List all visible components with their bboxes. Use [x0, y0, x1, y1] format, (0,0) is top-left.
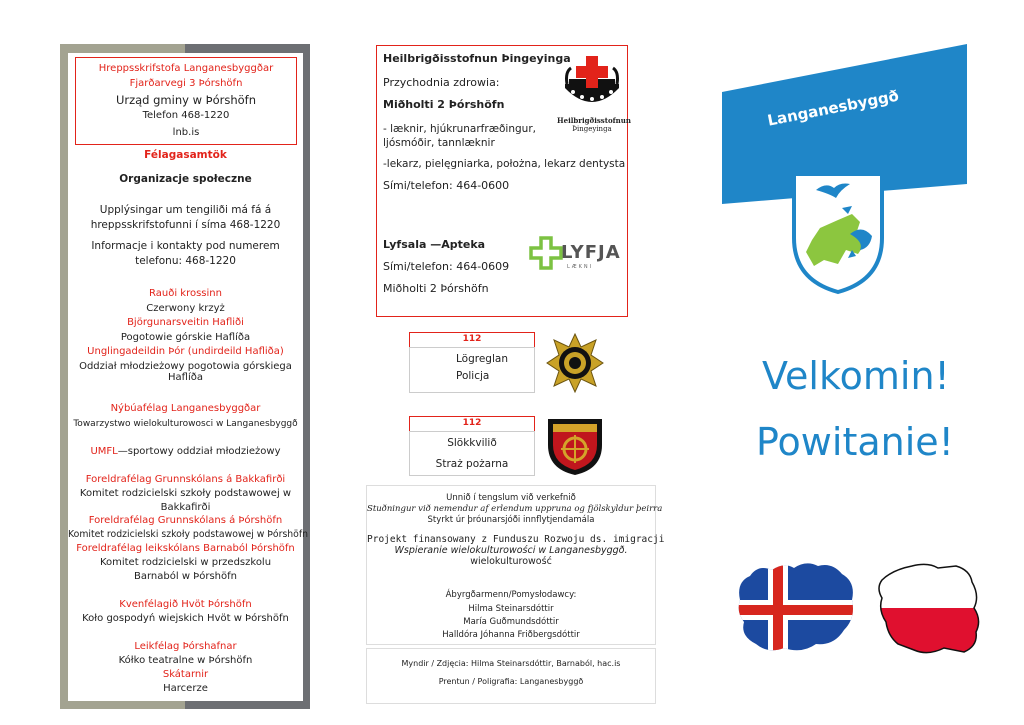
lyfja-logo — [529, 236, 625, 272]
health-title-pl: Przychodnia zdrowia: — [383, 76, 500, 89]
association-desc: Komitet rodzicielski szkoły podstawowej w — [79, 488, 292, 499]
health-staff-pl: -lekarz, pielęgniarka, położna, lekarz dentysta — [383, 158, 626, 170]
print-credit: Prentun / Poligrafia: Langanesbyggð — [438, 677, 584, 686]
association-desc: Czerwony krzyż — [146, 303, 225, 314]
coat-of-arms-icon — [790, 168, 886, 296]
responsible-person: María Guðmundsdóttir — [463, 617, 559, 627]
association-desc: Barnaból w Þórshöfn — [134, 571, 237, 582]
contact-text-pl: Informacje i kontakty pod numerem — [91, 240, 280, 252]
association-name: Björgunarsveitin Hafliði — [127, 317, 244, 328]
office-name: Hreppsskrifstofa Langanesbyggðar — [98, 63, 274, 74]
police-emergency-number: 112 — [462, 334, 482, 344]
lyfja-logo-sub: LÆKNI — [567, 264, 594, 270]
association-desc: Koło gospodyń wiejskich Hvöt w Þórshöfn — [82, 613, 289, 624]
photo-credit: Myndir / Zdjęcia: Hilma Steinarsdóttir, Barnaból, hac.is — [401, 659, 621, 668]
office-address: Fjarðarvegi 3 Þórshöfn — [129, 78, 243, 89]
health-phone: Sími/telefon: 464-0600 — [383, 179, 510, 192]
association-desc: Komitet rodzicielski szkoły podstawowej w Þórshöfn — [68, 529, 309, 540]
fire-box — [409, 431, 535, 476]
health-title: Heilbrigðisstofnun Þingeyinga — [383, 52, 571, 65]
welcome-icelandic: Velkomin! — [762, 354, 950, 398]
associations-title-pl: Organizacje społeczne — [119, 173, 252, 185]
police-emergency-number-box — [409, 332, 535, 348]
association-desc: Pogotowie górskie Haflíða — [120, 332, 251, 343]
fire-department-badge-icon — [544, 413, 606, 477]
credits-box — [366, 648, 656, 704]
association-name: Nýbúafélag Langanesbyggðar — [110, 403, 261, 414]
project-line: wielokulturowość — [470, 556, 552, 567]
contact-text-is: hreppsskrifstofunni í síma 468-1220 — [90, 219, 281, 231]
project-line: Stuðningur við nemendur af erlendum uppruna og fjölskyldur þeirra — [367, 504, 663, 514]
pharmacy-title: Lyfsala —Apteka — [383, 238, 486, 251]
association-name: Leikfélag Þórshafnar — [134, 641, 237, 652]
pharmacy-address: Miðholti 2 Þórshöfn — [383, 282, 489, 295]
responsible-person: Halldóra Jóhanna Friðbergsdóttir — [442, 630, 580, 640]
office-phone: Telefon 468-1220 — [142, 110, 230, 121]
office-web[interactable]: lnb.is — [172, 127, 200, 138]
association-name: Rauði krossinn — [149, 288, 222, 299]
association-name: Kvenfélagið Hvöt Þórshöfn — [119, 599, 252, 610]
association-desc: Harcerze — [163, 683, 208, 694]
pharmacy-phone: Sími/telefon: 464-0609 — [383, 260, 510, 273]
police-box — [409, 347, 535, 393]
fire-emergency-number-box — [409, 416, 535, 432]
health-logo-text: Heilbrigðisstofnun — [557, 116, 631, 125]
health-logo — [557, 54, 631, 144]
association-name: Foreldrafélag Grunnskólans á Þórshöfn — [88, 515, 283, 526]
association-desc: Kółko teatralne w Þórshöfn — [118, 655, 253, 666]
associations-section — [68, 145, 309, 705]
project-line: Wspieranie wielokulturowości w Langanesbyggð. — [394, 545, 628, 556]
project-line: Unnið í tengslum við verkefnið — [446, 493, 576, 503]
welcome-polish: Powitanie! — [756, 420, 954, 464]
pharmacy-cross-icon — [529, 236, 563, 272]
municipal-office-box — [75, 57, 297, 145]
municipality-name: Langanesbyggð — [766, 86, 901, 130]
project-line: Projekt finansowany z Funduszu Rozwoju ds. imigracji — [367, 534, 665, 545]
fire-emergency-number: 112 — [462, 418, 482, 428]
health-address: Miðholti 2 Þórshöfn — [383, 98, 505, 111]
responsible-title: Ábyrgðarmenn/Pomysłodawcy: — [445, 590, 577, 600]
association-desc: Komitet rodzicielski w przedszkolu — [99, 557, 272, 568]
red-cross-ship-icon — [557, 54, 627, 116]
health-centre-box — [376, 45, 631, 317]
association-name: Skátarnir — [162, 669, 209, 680]
association-desc: Towarzystwo wielokulturowosci w Langanesbyggð — [73, 419, 298, 429]
association-name: Foreldrafélag leikskólans Barnaból Þórshöfn — [76, 543, 295, 554]
association-name: Foreldrafélag Grunnskólans á Bakkafirði — [85, 474, 286, 485]
contact-text-pl: telefonu: 468-1220 — [135, 255, 236, 267]
fire-name-pl: Straż pożarna — [435, 458, 509, 470]
contact-text-is: Upplýsingar um tengiliði má fá á — [99, 204, 272, 216]
police-name-pl: Policja — [456, 370, 490, 382]
association-name: UMFL — [90, 446, 118, 457]
health-staff-is: - læknir, hjúkrunarfræðingur, — [383, 123, 536, 135]
health-staff-is: ljósmóðir, tannlæknir — [383, 137, 495, 149]
association-umfl — [68, 446, 303, 458]
responsible-person: Hilma Steinarsdóttir — [468, 604, 554, 614]
office-name-pl: Urząd gminy w Þórshöfn — [115, 93, 257, 107]
fire-name-is: Slökkvilið — [447, 437, 497, 449]
association-name: Unglingadeildin Þór (undirdeild Hafliða) — [87, 346, 284, 357]
iceland-map-flag-icon — [734, 560, 858, 660]
association-desc: Oddział młodzieżowy pogotowia górskiega — [79, 361, 292, 372]
associations-title: Félagasamtök — [144, 149, 227, 161]
poland-map-flag-icon — [872, 560, 984, 660]
police-name-is: Lögreglan — [456, 353, 508, 365]
project-line: Styrkt úr þróunarsjóði innflytjendamála — [427, 515, 595, 525]
lyfja-logo-text: LYFJA — [561, 242, 621, 263]
association-desc: Bakkafirði — [160, 502, 211, 513]
police-badge-icon — [546, 333, 604, 393]
health-logo-text: Þingeyinga — [572, 125, 612, 133]
association-desc: Haflíða — [168, 372, 203, 383]
project-info-box — [366, 485, 665, 645]
association-desc: —sportowy oddział młodzieżowy — [117, 446, 281, 457]
